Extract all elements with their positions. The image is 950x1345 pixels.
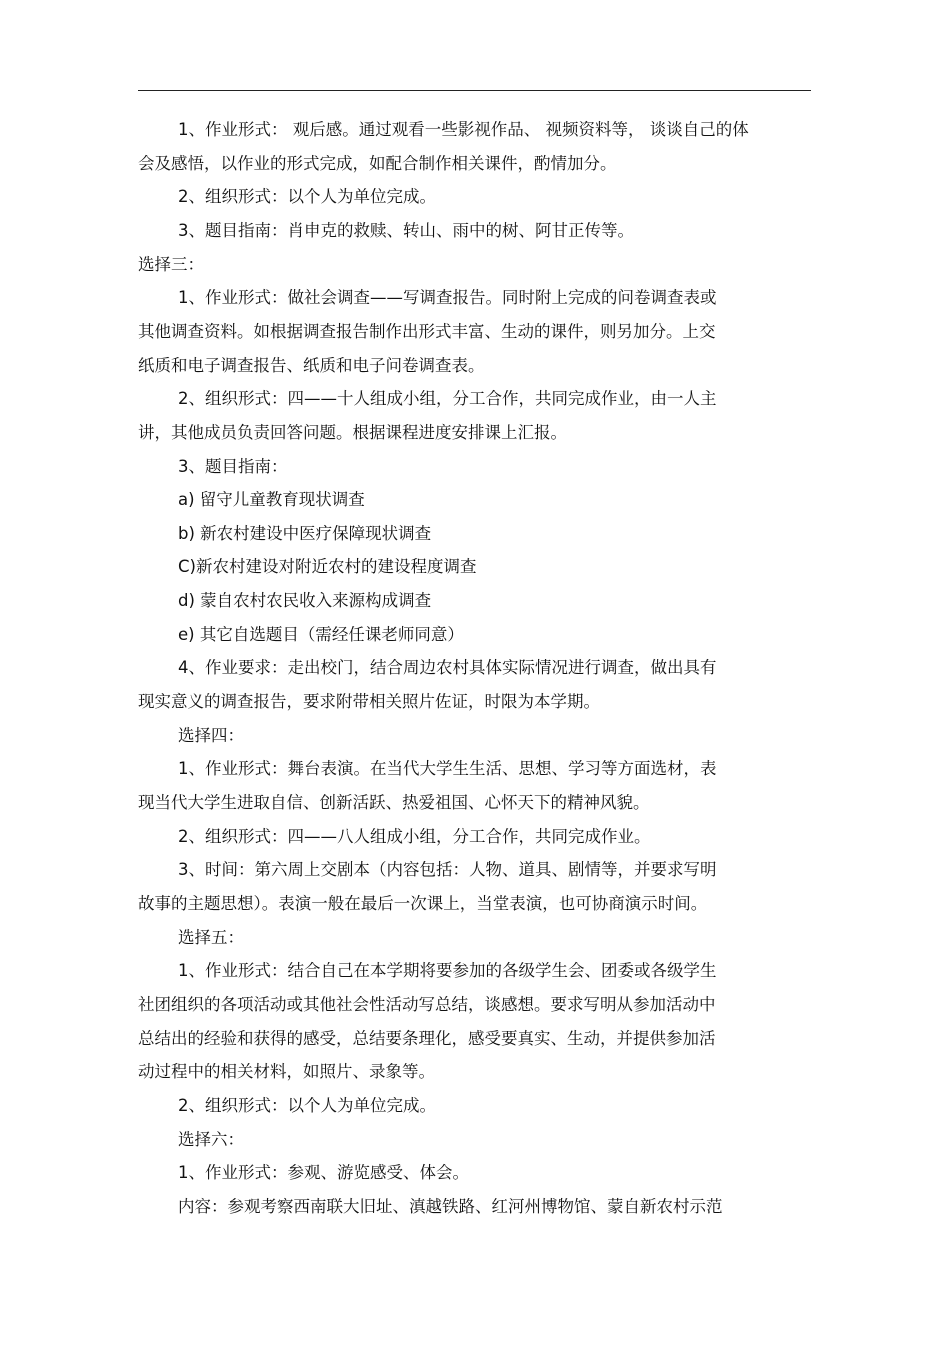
text-line: 1、作业形式：舞台表演。在当代大学生生活、思想、学习等方面选材，表 [178,759,717,778]
text-line: 1、作业形式：参观、游览感受、体会。 [178,1163,469,1182]
text-line: 会及感悟，以作业的形式完成，如配合制作相关课件，酌情加分。 [138,154,617,173]
text-line: 现当代大学生进取自信、创新活跃、热爱祖国、心怀天下的精神风貌。 [138,793,650,812]
list-item: C)新农村建设对附近农村的建设程度调查 [178,557,477,576]
text-line: 故事的主题思想）。表演一般在最后一次课上，当堂表演，也可协商演示时间。 [138,894,708,913]
text-line: 其他调查资料。如根据调查报告制作出形式丰富、生动的课件，则另加分。上交 [138,322,716,341]
text-line: 内容：参观考察西南联大旧址、滇越铁路、红河州博物馆、蒙自新农村示范 [178,1197,723,1216]
text-line: 2、组织形式：四——十人组成小组，分工合作，共同完成作业，由一人主 [178,389,717,408]
section-heading: 选择六： [178,1130,244,1149]
text-line: 3、题目指南：肖申克的救赎、转山、雨中的树、阿甘正传等。 [178,221,634,240]
list-item: a) 留守儿童教育现状调查 [178,490,365,509]
text-line: 1、作业形式：做社会调查——写调查报告。同时附上完成的问卷调查表或 [178,288,717,307]
list-item: e) 其它自选题目（需经任课老师同意） [178,625,464,644]
text-line: 纸质和电子调查报告、纸质和电子问卷调查表。 [138,356,485,375]
section-heading: 选择四： [178,726,244,745]
text-line: 4、作业要求：走出校门，结合周边农村具体实际情况进行调查，做出具有 [178,658,717,677]
section-heading: 选择三： [138,255,204,274]
text-line: 社团组织的各项活动或其他社会性活动写总结，谈感想。要求写明从参加活动中 [138,995,716,1014]
text-line: 1、作业形式： 观后感。通过观看一些影视作品、 视频资料等， 谈谈自己的体 [178,120,749,139]
section-heading: 选择五： [178,928,244,947]
text-line: 2、组织形式：四——八人组成小组，分工合作，共同完成作业。 [178,827,651,846]
text-line: 2、组织形式：以个人为单位完成。 [178,187,436,206]
text-line: 2、组织形式：以个人为单位完成。 [178,1096,436,1115]
text-line: 动过程中的相关材料，如照片、录象等。 [138,1062,435,1081]
text-line: 3、题目指南： [178,457,288,476]
text-line: 现实意义的调查报告，要求附带相关照片佐证，时限为本学期。 [138,692,600,711]
text-line: 1、作业形式：结合自己在本学期将要参加的各级学生会、团委或各级学生 [178,961,717,980]
text-line: 3、时间：第六周上交剧本（内容包括：人物、道具、剧情等，并要求写明 [178,860,717,879]
text-line: 讲，其他成员负责回答问题。根据课程进度安排课上汇报。 [138,423,567,442]
text-line: 总结出的经验和获得的感受，总结要条理化，感受要真实、生动，并提供参加活 [138,1029,716,1048]
header-rule [138,90,811,91]
list-item: d) 蒙自农村农民收入来源构成调查 [178,591,432,610]
list-item: b) 新农村建设中医疗保障现状调查 [178,524,432,543]
